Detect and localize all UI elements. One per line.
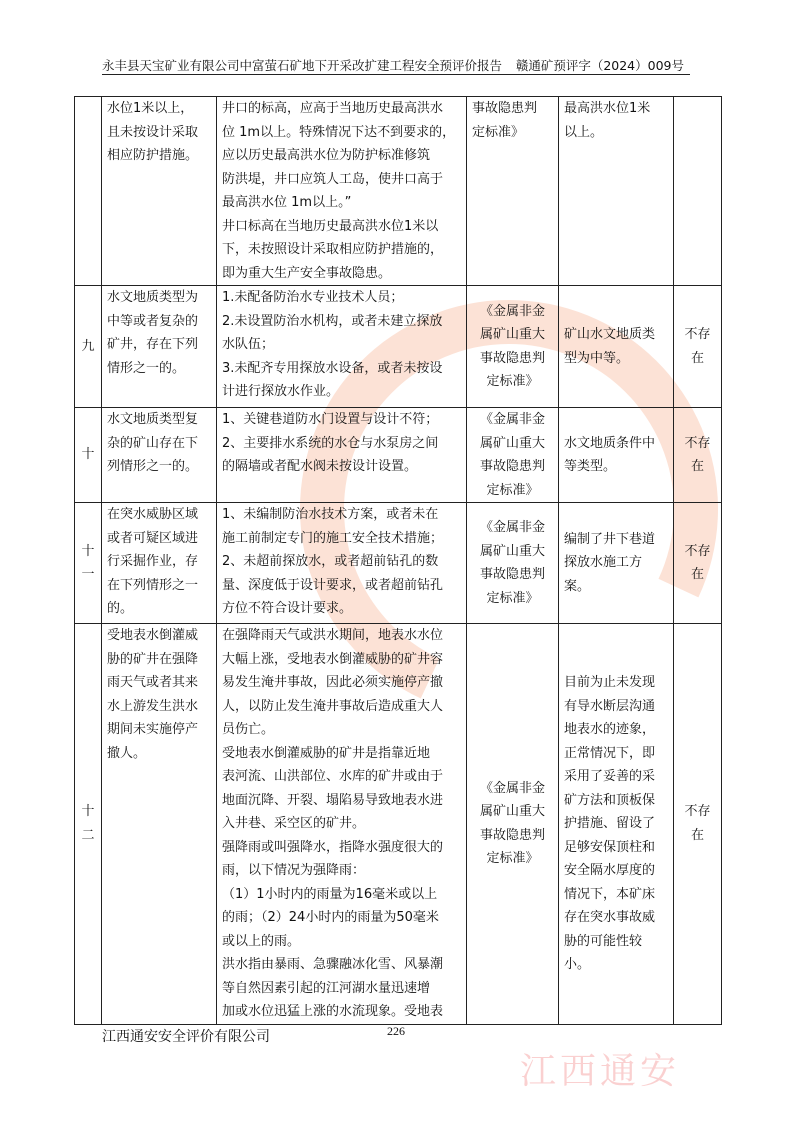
row-number: 十 二 — [75, 624, 102, 1025]
table-row — [75, 624, 722, 1025]
hazard-basis: 1、未编制防治水技术方案，或者未在 施工前制定专门的施工安全技术措施； 2、未超前探放水，或者超前钻孔的数 量、深度低于设计要求，或者超前钻孔 方位不符合设计要求。 — [217, 503, 467, 624]
reference-standard: 《金属非金 属矿山重大 事故隐患判 定标准》 — [467, 503, 559, 624]
hazard-table — [74, 96, 722, 1025]
actual-situation: 目前为止未发现 有导水断层沟通 地表水的迹象， 正常情况下，即 采用了妥善的采 矿方法和顶板保 护措施、留设了 足够安保顶柱和 安全隔水厚度的 情况下，本矿床 存在突水事故威 胁的可能性较 小。 — [559, 624, 674, 1025]
result: 不存 在 — [674, 408, 722, 503]
row-number: 十 一 — [75, 503, 102, 624]
reference-standard: 《金属非金 属矿山重大 事故隐患判 定标准》 — [467, 286, 559, 408]
reference-standard: 《金属非金 属矿山重大 事故隐患判 定标准》 — [467, 624, 559, 1025]
table-row — [75, 97, 722, 286]
hazard-basis: 在强降雨天气或洪水期间，地表水水位 大幅上涨，受地表水倒灌威胁的矿井容 易发生淹井事故，因此必须实施停产撤 人，以防止发生淹井事故后造成重大人 员伤亡。 受地表水倒灌威胁的矿井是指靠近地 表河流、山洪部位、水库的矿井或由于 地面沉降、开裂、塌陷易导致地表水进 入井巷、采空区的矿井。 强降雨或叫强降水，指降水强度很大的 雨，以下情况为强降雨： （1）1小时内的雨量为16毫米或以上 的雨；（2）24小时内的雨量为50毫米 或以上的雨。 洪水指由暴雨、急骤融冰化雪、风暴潮 等自然因素引起的江河湖水量迅速增 加或水位迅猛上涨的水流现象。受地表 — [217, 624, 467, 1025]
result: 不存 在 — [674, 503, 722, 624]
table-row — [75, 503, 722, 624]
table-row — [75, 408, 722, 503]
hazard-condition: 受地表水倒灌威 胁的矿井在强降 雨天气或者其来 水上游发生洪水 期间未实施停产 撤人。 — [102, 624, 217, 1025]
footer-company: 江西通安安全评价有限公司 — [102, 1029, 270, 1045]
reference-standard: 《金属非金 属矿山重大 事故隐患判 定标准》 — [467, 408, 559, 503]
hazard-basis: 井口的标高，应高于当地历史最高洪水 位 1m以上。特殊情况下达不到要求的， 应以历史最高洪水位为防护标准修筑 防洪堤，井口应筑人工岛，使井口高于 最高洪水位 1m以上。” 井口标高在当地历史最高洪水位1米以 下，未按照设计采取相应防护措施的， 即为重大生产安全事故隐患。 — [217, 97, 467, 286]
row-number: 十 — [75, 408, 102, 503]
table-row — [75, 286, 722, 408]
page-header — [102, 56, 690, 75]
actual-situation: 最高洪水位1米 以上。 — [559, 97, 674, 286]
hazard-condition: 水文地质类型为 中等或者复杂的 矿井，存在下列 情形之一的。 — [102, 286, 217, 408]
result: 不存 在 — [674, 286, 722, 408]
document-number: 赣通矿预评字（2024）009号 — [515, 58, 684, 73]
hazard-basis: 1、关键巷道防水门设置与设计不符； 2、主要排水系统的水仓与水泵房之间 的隔墙或者配水阀未按设计设置。 — [217, 408, 467, 503]
hazard-condition: 在突水威胁区域 或者可疑区域进 行采掘作业，存 在下列情形之一 的。 — [102, 503, 217, 624]
row-number — [75, 97, 102, 286]
report-title: 永丰县天宝矿业有限公司中富萤石矿地下开采改扩建工程安全预评价报告 — [102, 58, 503, 73]
hazard-condition: 水文地质类型复 杂的矿山存在下 列情形之一的。 — [102, 408, 217, 503]
reference-standard: 事故隐患判 定标准》 — [467, 97, 559, 286]
result: 不存 在 — [674, 624, 722, 1025]
hazard-condition: 水位1米以上， 且未按设计采取 相应防护措施。 — [102, 97, 217, 286]
hazard-basis: 1.未配备防治水专业技术人员； 2.未设置防治水机构，或者未建立探放 水队伍； 3.未配齐专用探放水设备，或者未按设 计进行探放水作业。 — [217, 286, 467, 408]
actual-situation: 水文地质条件中 等类型。 — [559, 408, 674, 503]
page-number: 226 — [387, 1024, 405, 1038]
result — [674, 97, 722, 286]
watermark-text: 江西通安 — [520, 1051, 681, 1092]
actual-situation: 编制了井下巷道 探放水施工方 案。 — [559, 503, 674, 624]
row-number: 九 — [75, 286, 102, 408]
actual-situation: 矿山水文地质类 型为中等。 — [559, 286, 674, 408]
